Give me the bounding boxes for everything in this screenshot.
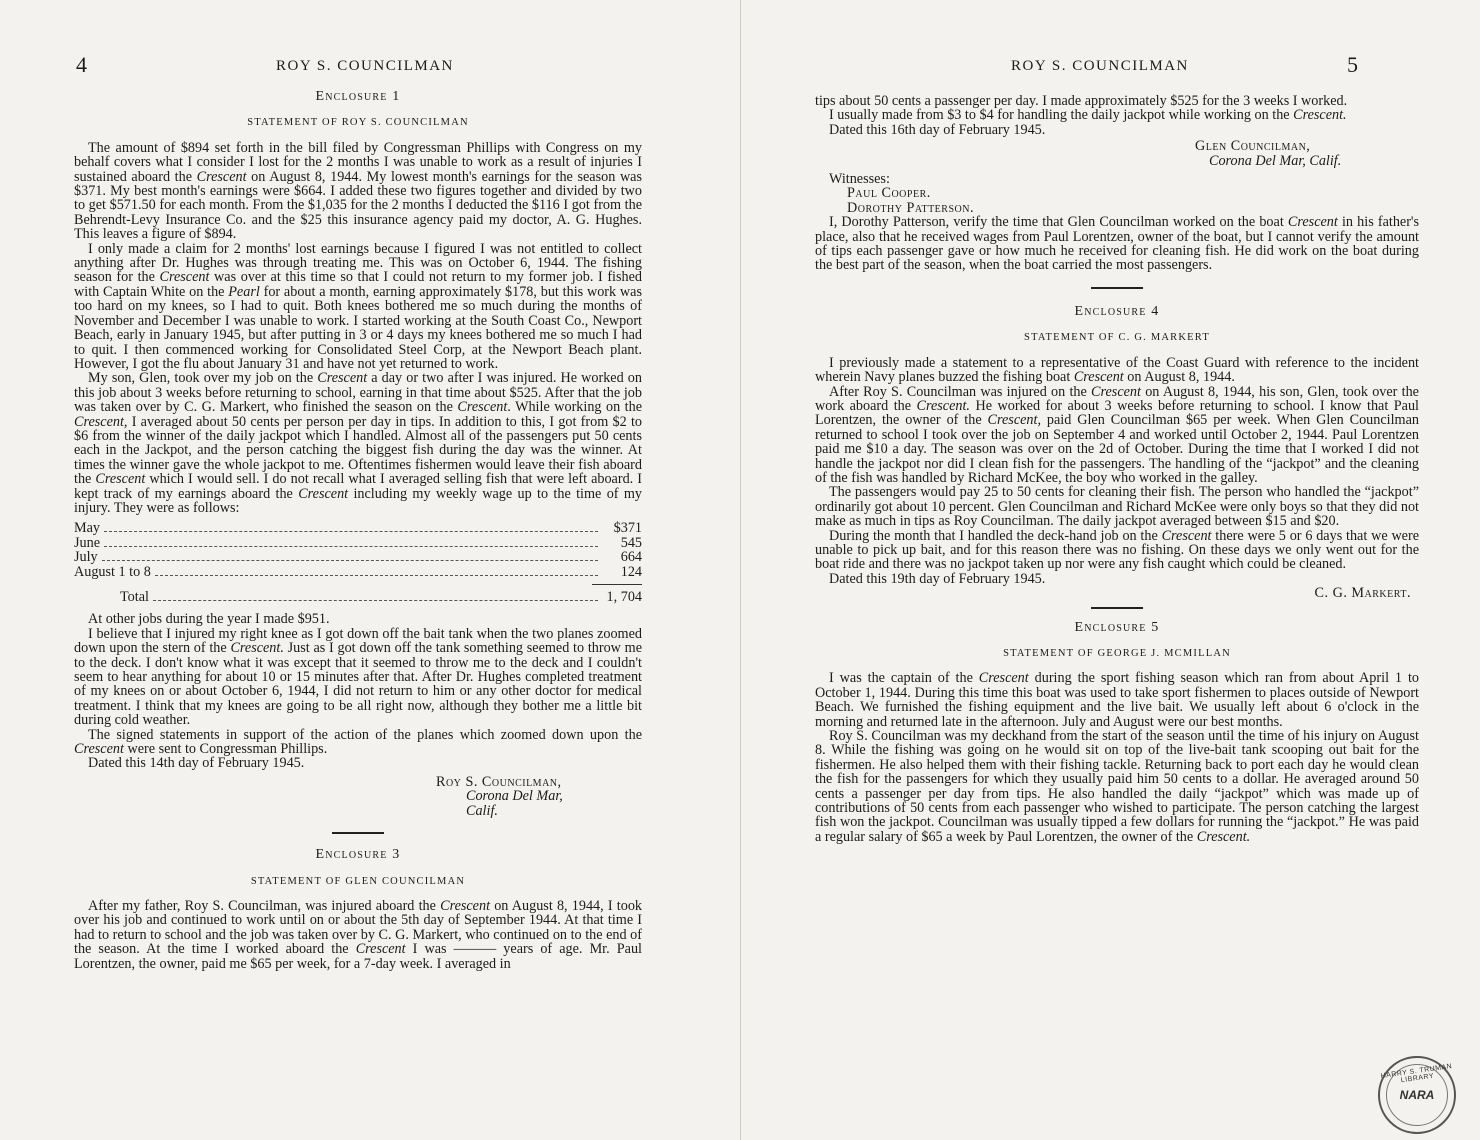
running-title: ROY S. COUNCILMAN [276,58,454,74]
paragraph: I, Dorothy Patterson, verify the time that Glen Councilman worked on the boat Crescent in his father's place, also that he received wages from Paul Lorentzen, owner of the boat, but I cannot verify the amount of tips each passenger gave or how much he received for cleaning fish. He did work on the boat during the best part of the season, when the boat carried the most passengers. [815,214,1420,274]
signature-block [815,586,1419,600]
paragraph: Dated this 16th day of February 1945. [829,121,1046,138]
stamp-arc-text: HARRY S. TRUMAN LIBRARY [1380,1063,1453,1085]
signature-place: Corona Del Mar, Calif. [466,788,563,819]
paragraph: I believe that I injured my right knee as I got down off the bait tank when the two planes zoomed down upon the stern of the Crescent. Just as I got down off the tank something seemed to throw me to the deck. I don't know what it was except that it seemed to throw me to the deck and I couldn't seem to hear anything for about 10 or 15 minutes after that. After Dr. Hughes completed treatment of my knees on or about October 6, 1944, I did not return to him or any other doctor for medical treatment. I think that my knees are going to be all right now, although they bother me a little bit during cold weather. [74,625,642,729]
enclosure-5-subheading: STATEMENT OF GEORGE J. MCMILLAN [1003,648,1231,659]
earnings-row: May $371 [74,520,642,537]
enclosure-3-subheading: STATEMENT OF GLEN COUNCILMAN [250,875,466,887]
page-number: 4 [76,52,87,77]
paragraph: The signed statements in support of the action of the planes which zoomed down upon the Crescent were sent to Congressman Phillips. [74,726,642,758]
running-title: ROY S. COUNCILMAN [1011,58,1189,74]
paragraph: At other jobs during the year I made $951. [88,611,330,628]
paragraph: Dated this 14th day of February 1945. [88,755,305,772]
paragraph: After Roy S. Councilman was injured on the Crescent on August 8, 1944, his son, Glen, took over the work aboard the Crescent. He worked for about 3 weeks before returning to school. I know that Paul Lorentzen, the owner of the Crescent, paid Glen Councilman $65 per week. When Glen Councilman returned to school I took over the job on September 4 and worked until October 2, 1944. Paul Lorentzen paid me $10 a day. The season was over on the 2d of October. During the time that I worked I did not handle the jackpot nor did I clean fish for the passengers. The handling of the “jackpot” and the cleaning of the fish was handled by Richard McKee, the boy who worked in the galley. [815,383,1419,486]
signature-name: Roy S. Councilman, [436,773,562,790]
witnesses-label: Witnesses: [829,171,890,188]
witness-name: Paul Cooper. [847,185,931,202]
archive-stamp [1378,1056,1456,1134]
enclosure-4-subheading: STATEMENT OF C. G. MARKERT [1024,332,1210,344]
paragraph: After my father, Roy S. Councilman, was injured aboard the Crescent on August 8, 1944, I took over his job and continued to work until on or about the 5th day of September 1944. At that time I had to return to school and the job was taken over by C. G. Markert, who continued on to the end of the season. At the time I worked aboard the Crescent I was ——— years of age. Mr. Paul Lorentzen, the owner, paid me $65 per week, for a 7-day week. I averaged in [74,897,643,972]
paragraph: My son, Glen, took over my job on the Crescent a day or two after I was injured. He worked on this job about 3 weeks before returning to school, earning in that time about $525. After that the job was taken over by C. G. Markert, who finished the season on the Crescent. While working on the Crescent, I averaged about 50 cents per person per day in tips. In addition to this, I got from $2 to $6 from the winner of the daily jackpot which I handled. Almost all of the passengers put 50 cents each in the Jackpot, and the person catching the biggest fish during the day was the winner. At times the winner gave the whole jackpot to me. Oftentimes fishermen would leave their fish aboard the Crescent which I would sell. I do not recall what I averaged selling fish that were left aboard. I kept track of my earnings aboard the Crescent including my weekly wage up to the time of my injury. They were as follows: [74,370,643,516]
earnings-total-row: Total 1, 704 [120,589,642,605]
stamp-center-text: NARA [1399,1088,1435,1102]
enclosure-4-heading: Enclosure 4 [1074,303,1160,319]
paragraph: I only made a claim for 2 months' lost earnings because I figured I was not entitled to collect anything after Dr. Hughes was through treating me. This was on October 6, 1944. The fishing season for the Crescent was over at this time so that I could not return to my former job. I fished with Captain White on the Pearl for about a month, earning approximately $178, but this work was too hard on my knees, so I had to quit. Both knees bothered me so much during the months of November and December I was unable to work. I started working at the South Coast Co., Newport Beach, early in January 1945, but after putting in 3 or 4 days my knees bothered me so much I had to quit. I then commenced working for Consolidated Steel Corp, at the Newport Beach plant. However, I got the flu about January 31 and have not yet returned to work. [74,240,642,372]
earnings-table [74,521,642,604]
paragraph: The passengers would pay 25 to 50 cents for cleaning their fish. The person who handled the “jackpot” ordinarily got about 10 percent. Glen Councilman and Richard McKee were only boys so that they did not make as much in tips as Roy Councilman. The daily jackpot averaged between $15 and $20. [815,484,1419,530]
paragraph: I usually made from $3 to $4 for handling the daily jackpot while working on the Crescent. [829,107,1347,124]
signature-place: Corona Del Mar, Calif. [1209,152,1342,169]
paragraph: I was the captain of the Crescent during the sport fishing season which ran from about April 1 to October 1, 1944. During this time this boat was used to take sport fishermen to places outside of Newport Beach. We furnished the fishing equipment and the live bait. We usually left about 6 o'clock in the morning and returned late in the afternoon. July and August were our best months. [815,670,1419,730]
earnings-row: June 545 [74,534,642,551]
signature-name: Glen Councilman, [1195,138,1311,155]
enclosure-1-subheading: STATEMENT OF ROY S. COUNCILMAN [247,117,469,129]
earnings-row: July 664 [74,549,642,566]
enclosure-3-heading: Enclosure 3 [315,847,401,863]
paragraph: I previously made a statement to a representative of the Coast Guard with reference to the incident wherein Navy planes buzzed the fishing boat Crescent on August 8, 1944. [815,354,1419,386]
right-page [740,0,1480,1140]
paragraph: tips about 50 cents a passenger per day. I made approximately $525 for the 3 weeks I worked. [815,93,1348,109]
signature-block [74,775,642,818]
paragraph: The amount of $894 set forth in the bill filed by Congressman Phillips with Congress on my behalf covers what I consider I lost for the 2 months I was unable to work as a result of injuries I sustained aboard the Crescent on August 8, 1944. My lowest month's earnings for the season was $371. My best month's earnings were $664. I added these two figures together and divided by two to get $571.50 for each month. From the $1,035 for the 2 months I deducted the $116 I got from the Behrendt-Levy Insurance Co. and the $25 this insurance agency paid my doctor, A. G. Hughes. This leaves a figure of $894. [74,139,643,243]
left-text-column [74,90,642,971]
earnings-row: August 1 to 8 124 [74,563,642,580]
witness-name: Dorothy Patterson. [847,199,975,216]
paragraph: Dated this 19th day of February 1945. [829,570,1046,587]
enclosure-1-heading: Enclosure 1 [315,89,401,104]
right-text-column [815,94,1419,844]
signature-block [815,139,1419,168]
page-number: 5 [1347,52,1358,77]
paragraph: Roy S. Councilman was my deckhand from the start of the season until the time of his injury on August 8. While the fishing was going on he would sit on top of the live-bait tank scooping out bait for the fishermen. He also helped them with their fishing tackle. Returning back to port each day he would clean the fish for the passengers for which they usually paid him 50 cents to a dollar. He averaged around 50 cents a passenger per day from tips. He also handled the daily “jackpot” which was made up of contributions of 50 cents from each passenger who wished to participate. The person catching the largest fish won the jackpot. Councilman was usually tipped a few dollars for running the “jackpot.” He was paid a regular salary of $65 a week by Paul Lorentzen, the owner of the Crescent. [815,728,1419,845]
paragraph: During the month that I handled the deck-hand job on the Crescent there were 5 or 6 days that we were unable to pick up bait, and for this reason there was no fishing. On these days we only went out for the boat ride and there was no jackpot taken up nor were any fish caught which could be cleaned. [815,527,1420,573]
signature-name: C. G. Markert. [1314,585,1411,602]
enclosure-5-heading: Enclosure 5 [1074,619,1160,635]
